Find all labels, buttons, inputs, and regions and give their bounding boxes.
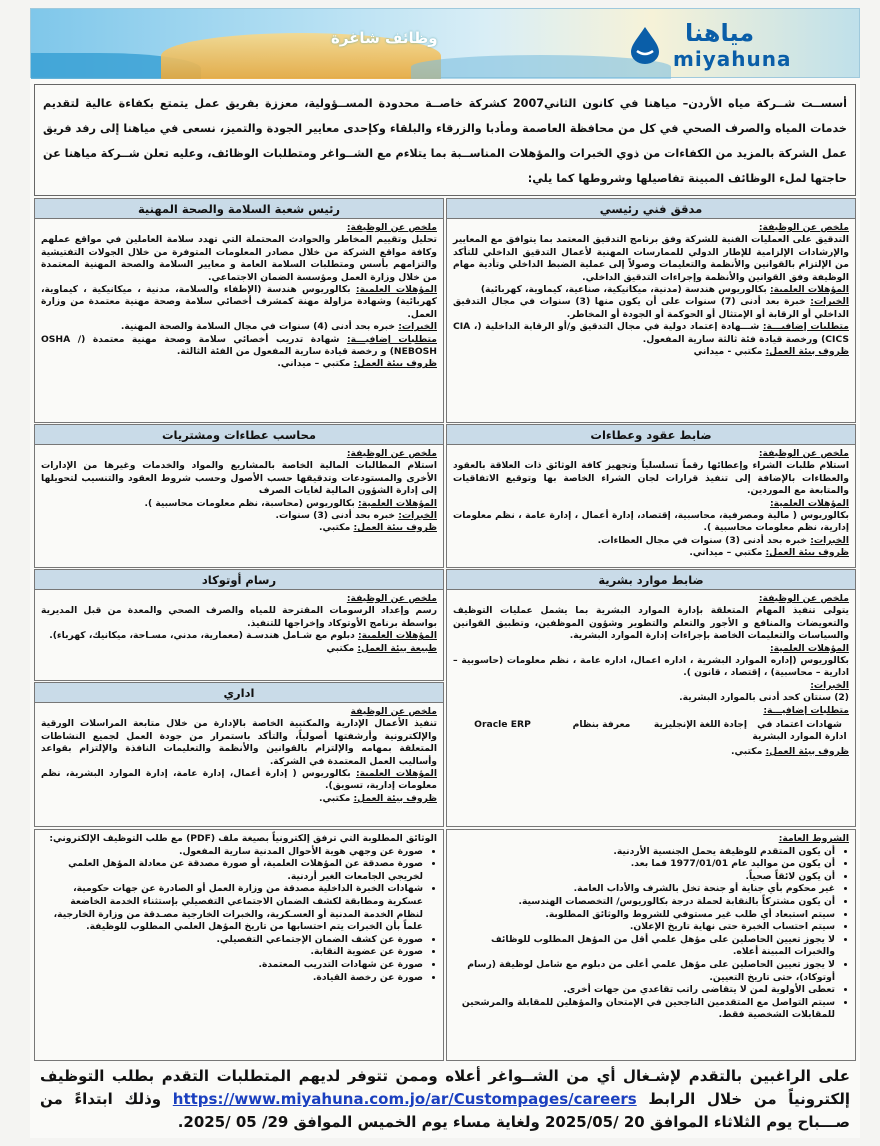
list-item: • صورة عن وجهي هوية الأحوال المدنية سارية المفعول.: [41, 846, 423, 859]
logo-english: miyahuna: [673, 47, 792, 71]
job-summary: تحليل وتقييم المخاطر والحوادث المحتملة التي تهدد سلامة العاملين في مواقع عملهم وكافة مواقع الشركة من خلال مصادر المعلومات المتوفرة من خلال الجولات التفتيشية والتزامهم بأسس ومتطلبات السلامة العامة و معايير السلامة والصحة المهنية المعتمدة من خلال وزارة العمل ومؤسسة الضمان الاجتماعي.: [41, 234, 437, 283]
section-label: ملخص عن الوظيفة:: [758, 593, 849, 604]
job-qualifications: دبلوم مع شـامل هندسـة (معمارية، مدني، مسـاحة، ميكانيك، كهرباء).: [49, 630, 355, 642]
job-title: رسام أوتوكاد: [35, 570, 443, 590]
job-summary: استلام المطالبات المالية الخاصة بالمشاريع والمواد والخدمات وغيرها من الإدارات الأخرى والمستودعات وتدقيقها حسب الأصول وحسب شروط العقود والتنسيب لتحويلها إلى إدارة الشؤون المالية لغايات الصرف: [41, 460, 437, 497]
job-environment: مكتبي - ميداني: [693, 346, 763, 358]
job-environment: مكتبي: [326, 642, 355, 654]
water-drop-icon: [625, 25, 665, 65]
section-label: ملخص عن الوظيفة:: [758, 222, 849, 233]
job-qualifications: بكالوريوس هندسة (مدنية، ميكانيكية، صناعية، كيماوية، كهربائية): [480, 284, 767, 296]
certifications-row: [453, 719, 849, 744]
intro-paragraph: أسســت شــركة مياه الأردن– مياهنا في كانون الثاني2007 كشركة خاصــة محدودة المســؤولية، معززة بفريق عمل يتمتع بكفاءة عالية لتقديم خدمات المياه والصرف الصحي في كل من محافظة العاصمة ومأدبا والزرقاء والبلقاء وكإحدى معايير الجودة والتميز، نسعى في مياهنا إلى رفد فريق عمل الشركة بالمزيد من الكفاءات من ذوي الخبرات والمؤهلات المناســبة بما يتلاءم مع الشــواغر ومتطلبات الوظائف، وعليه تعلن شــركة مياهنا عن حاجتها لملء الوظائف المبينة تفاصيلها وشروطها كما يلي:: [34, 84, 856, 196]
cert-item: معرفة بنظام: [572, 719, 631, 731]
job-environment: مكتبي.: [730, 745, 763, 757]
section-label: ملخص عن الوظيفة:: [346, 448, 437, 459]
job-card-autocad: [34, 569, 444, 681]
job-summary: استلام طلبات الشراء وإعطائها رقماً تسلسلياً وتجهيز كافة الوثائق ذات العلاقة بالعقود والعطاءات بالإضافة إلى تنفيذ قرارات لجان الشراء الخاصة بها وتوقيع الاتفاقيات والمتابعة مع الموردين.: [453, 460, 849, 497]
application-footer: [34, 1064, 856, 1136]
job-experience: خبره بحد أدنى (4) سنوات في مجال السلامة والصحة المهنية.: [120, 321, 396, 333]
job-experience: خبرة بعد أدنى (7) سنوات على أن يكون منها (3) سنوات في مجال التدقيق الداخلي أو الرقابة أو الإمتثال أو الحوكمة أو الجودة أو المخاطر.: [453, 296, 849, 320]
job-card-auditor: [446, 198, 856, 423]
job-qualifications: بكالوريوس ( مالية ومصرفية، محاسبية، إقتصاد، إدارة أعمال ، إدارة عامة ، نظم معلومات إدارية، نظم معلومات محاسبية ).: [453, 510, 849, 534]
list-item: • سيتم احتساب الخبرة حتى نهاية تاريخ الإعلان.: [453, 921, 835, 934]
conditions-title: الشروط العامة:: [778, 833, 849, 844]
cert-item: Oracle ERP: [474, 719, 531, 731]
section-label: الخبرات:: [398, 321, 437, 333]
section-label: طبيعة بيئة العمل:: [357, 642, 437, 654]
job-card-contracts: [446, 424, 856, 568]
list-item: • لا يجوز تعيين الحاصلين على مؤهل علمي أقل من المؤهل المطلوب للوظائف والخبرات المبينة أعلاه.: [453, 934, 835, 959]
job-qualifications: بكالوريوس ( إدارة أعمال، إدارة عامة، إدارة الموارد البشرية، نظم معلومات إدارية، تسويق).: [41, 768, 437, 792]
section-label: ملخص عن الوظيفة:: [758, 448, 849, 459]
section-label: ظروف بيئة العمل:: [765, 547, 849, 559]
list-item: • أن يكون لائقاً صحياً.: [453, 871, 835, 884]
list-item: • غير محكوم بأي جناية أو جنحة تخل بالشرف والأداب العامة.: [453, 883, 835, 896]
job-title: رئيس شعبة السلامة والصحة المهنية: [35, 199, 443, 219]
conditions-list: [453, 846, 849, 1022]
general-conditions: [446, 829, 856, 1061]
section-label: ملخص عن الوظيفة:: [346, 222, 437, 233]
section-label: متطلبات إضافيـــة:: [762, 321, 849, 333]
section-label: المؤهلات العلمية:: [770, 497, 849, 509]
list-item: • تعطى الأولوية لمن لا يتقاضى راتب تقاعدي من جهات أخرى.: [453, 984, 835, 997]
section-label: ظروف بيئة العمل:: [765, 745, 849, 757]
footer-dates: وذلك ابتداءً من صـــباح يوم الثلاثاء الموافق 20 /2025/05 ولغاية مساء يوم الخميس الموافق 29/ 05 /2025.: [40, 1090, 850, 1131]
job-environment: مكتبي.: [318, 522, 351, 534]
job-title: اداري: [35, 683, 443, 703]
section-label: ملخص عن الوظيفة:: [346, 593, 437, 604]
job-title: ضابط موارد بشرية: [447, 570, 855, 590]
job-extra: شـــهادة إعتماد دولية في مجال التدقيق و/أو الرقابة الداخلية (CIA ، CICS) ورخصة قيادة فئة ثالثة سارية المفعول.: [453, 321, 849, 345]
documents-title: الوثائق المطلوبة التي ترفق إلكترونياً بصيغة ملف (PDF) مع طلب التوظيف الإلكتروني:: [49, 833, 437, 844]
job-extra: شهادة تدريب أخصائي سلامة وصحة مهنية معتمدة (OSHA / NEBOSH) و رخصة قيادة سارية المفعول من الفئة الثالثة.: [41, 333, 437, 358]
section-label: الخبرات:: [810, 534, 849, 546]
section-label: ملخص عن الوظيفة: [350, 706, 437, 717]
section-label: ظروف بيئة العمل:: [353, 358, 437, 370]
job-summary: يتولى تنفيذ المهام المتعلقة بإدارة الموارد البشرية بما يشمل عمليات التوظيف والتعويضات والمنافع و الأجور والتعلم والتطوير وشؤون الموظفين، وتطبيق القوانين والسياسات والتعليمات الخاصة بإجراءات إدارة الموارد البشرية.: [453, 605, 849, 642]
job-title: ضابط عقود وعطاءات: [447, 425, 855, 445]
job-ad-page: [30, 8, 860, 1138]
logo-arabic: مياهنا: [685, 19, 755, 47]
section-label: ظروف بيئة العمل:: [353, 522, 437, 534]
section-label: الخبرات:: [398, 510, 437, 522]
job-experience: خبره بحد أدنى (3) سنوات في مجال العطاءات.: [597, 534, 808, 546]
section-label: الخبرات:: [810, 679, 849, 691]
job-qualifications: بكالوريوس (محاسبة، نظم معلومات محاسبية ).: [144, 497, 355, 509]
list-item: • صورة عن عضوية النقابة.: [41, 946, 423, 959]
job-environment: مكتبي – ميداني.: [689, 547, 763, 559]
list-item: • سيتم التواصل مع المتقدمين الناجحين في الإمتحان والمؤهلين للمقابلة والمرشحين للمقابلات الشخصية فقط.: [453, 997, 835, 1022]
list-item: • سيتم استبعاد أي طلب غير مستوفي للشروط والوثائق المطلوبة.: [453, 909, 835, 922]
job-qualifications: بكالوريوس (إداره الموارد البشرية ، اداره اعمال، اداره عامة ، نظم معلومات (حاسوبية – ادارية – محاسبية) ، إقتصاد ، قانون ).: [453, 655, 849, 679]
cert-item: شهادات اعتماد في ادارة الموارد البشرية: [752, 719, 847, 743]
section-label: المؤهلات العلمية:: [770, 284, 849, 296]
list-item: • صورة عن رخصة القيادة.: [41, 972, 423, 985]
cert-item: إجادة اللغة الإنجليزية: [653, 719, 748, 731]
section-label: المؤهلات العلمية:: [358, 497, 437, 509]
section-label: ظروف بيئة العمل:: [353, 792, 437, 804]
list-item: • صورة عن كشف الضمان الإجتماعي التفصيلي.: [41, 934, 423, 947]
job-environment: مكتبي – ميداني.: [277, 358, 351, 370]
section-label: المؤهلات العلمية:: [355, 284, 437, 296]
list-item: • أن يكون من مواليد عام 1977/01/01 فما بعد.: [453, 858, 835, 871]
list-item: • صورة عن شهادات التدريب المعتمدة.: [41, 959, 423, 972]
job-experience: خبره بحد أدنى (3) سنوات.: [275, 510, 396, 522]
job-experience: (2) سنتان كحد أدنى بالموارد البشرية.: [679, 692, 849, 704]
section-label: متطلبات إضافيـــة:: [346, 333, 437, 345]
list-item: • أن يكون المتقدم للوظيفة يحمل الجنسية الأردنية.: [453, 846, 835, 859]
section-label: الخبرات:: [810, 296, 850, 308]
job-card-safety: [34, 198, 444, 423]
section-label: المؤهلات العلمية:: [355, 768, 437, 780]
section-label: المؤهلات العلمية:: [770, 642, 849, 654]
section-label: المؤهلات العلمية:: [358, 630, 437, 642]
job-summary: التدقيق على العمليات الفنية للشركة وفق برنامج التدقيق المعتمد بما يتوافق مع المعايير والإرشادات الإلزامية للإطار الدولي للممارسات المهنية لأعمال التدقيق الداخلي للتأكد من الإلتزام بالقوانين والأنظمة والتعليمات وصولاً إلى عملية الضبط الداخلي وتأدية مهام الوظيفة وفق القوانين والأنظمة وإجراءات التدقيق الداخلي.: [453, 234, 849, 283]
job-summary: رسم وإعداد الرسومات المقترحة للمياه والصرف الصحي والمعدة من قبل المديرية بواسطة برنامج الأوتوكاد وإخراجها للتنفيذ.: [41, 605, 437, 629]
job-environment: مكتبي.: [318, 792, 351, 804]
job-title: محاسب عطاءات ومشتريات: [35, 425, 443, 445]
banner-tagline: وظائف شاغرة: [331, 29, 438, 47]
section-label: متطلبات إضافيـــة:: [763, 704, 849, 716]
documents-list: [41, 846, 437, 985]
header-banner: [30, 8, 860, 78]
company-logo: [625, 17, 845, 73]
careers-link[interactable]: https://www.miyahuna.com.jo/ar/Custompages/careers: [172, 1090, 637, 1108]
job-qualifications: بكالوريوس هندسة (الإطفاء والسلامة، مدنية ، ميكانيكية ، كيماوية، كهربائية) وشهادة مزاولة مهنة كمشرف أخصائي سلامة وصحة مهنية معتمدة من وزارة العمل.: [41, 284, 437, 320]
job-card-admin: [34, 682, 444, 827]
job-card-hr: [446, 569, 856, 827]
list-item: • أن يكون مشتركاً بالنقابة لحملة درجة بكالوريوس/ التخصصات الهندسية.: [453, 896, 835, 909]
list-item: • لا يجوز تعيين الحاصلين على مؤهل علمي أعلى من دبلوم مع شامل لوظيفة (رسام أوتوكاد)، حتى تاريخ التعيين.: [453, 959, 835, 984]
required-documents: [34, 829, 444, 1061]
job-summary: تنفيذ الأعمال الإدارية والمكتبية الخاصة بالإدارة من خلال متابعة المراسلات الورقية والإلكترونية وأرشفتها أصولياً، والتأكد باستمرار من جودة العمل لجميع النشاطات المتعلقة بمهامه والإلتزام بالقوانين والأنظمة والتعليمات النافذة والإلتزام بقواعد وأساليب العمل المعتمدة في الشركة.: [41, 718, 437, 767]
list-item: • شهادات الخبرة الداخلية مصدقة من وزارة العمل أو الصادرة عن جهات حكومية، عسكرية ومطابقة لكشف الضمان الاجتماعي التفصيلي بإستثناء الخدمة الخاضعة لنظام الخدمة المدنية أو العسـكرية، والخبرات الخارجية مصـدقة من وزارة الخارجية، علماً بأن الخبرات يتم احتسابها من تاريخ المؤهل العلمي المطلوب للوظيفة.: [41, 883, 423, 933]
job-card-accountant: [34, 424, 444, 568]
section-label: ظروف بيئة العمل:: [765, 346, 849, 358]
list-item: • صورة مصدقة عن المؤهلات العلمية، أو صورة مصدقة عن معادلة المؤهل العلمي لخريجي الجامعات الغير أردنية.: [41, 858, 423, 883]
footer-text: على الراغبين بالتقدم لإشـغال أي من الشــواغر أعلاه وممن تتوفر لديهم المتطلبات التقدم بطلب التوظيف إلكترونياً من خلال الرابط: [40, 1067, 850, 1108]
job-title: مدقق فني رئيسي: [447, 199, 855, 219]
